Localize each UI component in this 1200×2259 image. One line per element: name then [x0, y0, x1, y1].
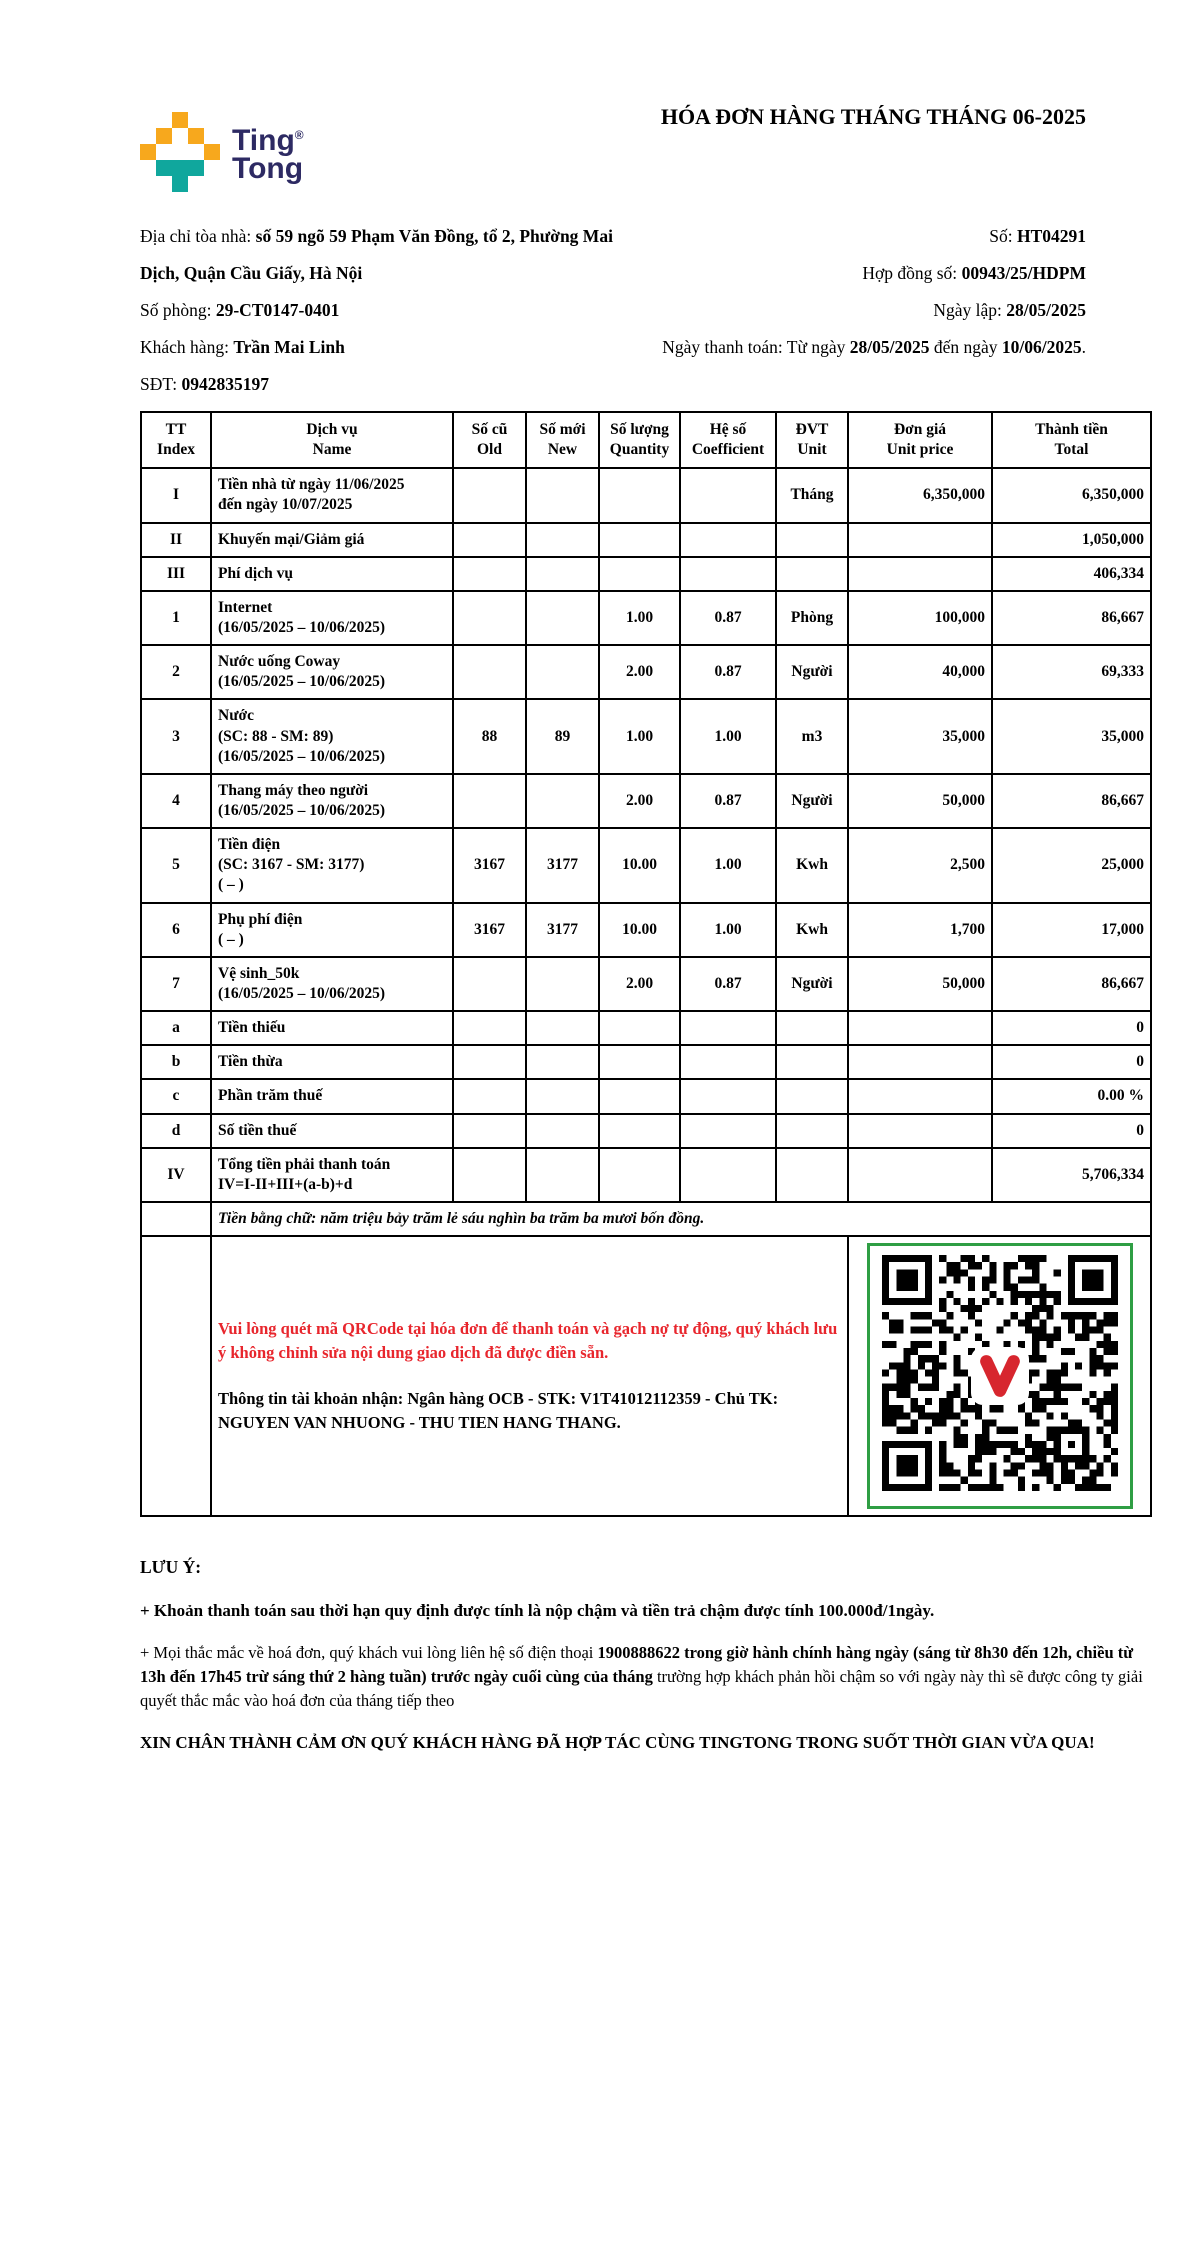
page-title: HÓA ĐƠN HÀNG THÁNG THÁNG 06-2025: [660, 104, 1086, 129]
brand-logo: [140, 112, 304, 192]
table-row: [141, 557, 1151, 591]
price-cell: [848, 1148, 992, 1202]
price-cell: 2,500: [848, 828, 992, 902]
table-row: [141, 699, 1151, 773]
idx-cell: c: [141, 1079, 211, 1113]
col-header-new: Số mới New: [526, 412, 599, 468]
unit-cell: Kwh: [776, 903, 848, 957]
table-row: [141, 957, 1151, 1011]
logo-pixel: [156, 160, 204, 176]
new-cell: [526, 557, 599, 591]
qty-cell: [599, 1079, 680, 1113]
service-cell: Tổng tiền phải thanh toán IV=I-II+III+(a-b)+d: [211, 1148, 453, 1202]
logo-word-top: Ting: [232, 124, 295, 157]
thank-you-note: XIN CHÂN THÀNH CẢM ƠN QUÝ KHÁCH HÀNG ĐÃ HỢP TÁC CÙNG TINGTONG TRONG SUỐT THỜI GIAN VỪA QUA!: [140, 1733, 1095, 1753]
old-cell: [453, 468, 526, 522]
idx-cell: 2: [141, 645, 211, 699]
total-cell: 0: [992, 1011, 1151, 1045]
logo-pixel: [204, 144, 220, 160]
price-cell: [848, 1045, 992, 1079]
new-cell: 3177: [526, 828, 599, 902]
price-cell: 1,700: [848, 903, 992, 957]
logo-pixel: [172, 176, 188, 192]
empty-cell: [141, 1202, 211, 1236]
total-cell: 5,706,334: [992, 1148, 1151, 1202]
qty-cell: [599, 1011, 680, 1045]
coef-cell: [680, 1045, 776, 1079]
idx-cell: III: [141, 557, 211, 591]
document-header: [140, 100, 1086, 192]
price-cell: [848, 1079, 992, 1113]
price-cell: 35,000: [848, 699, 992, 773]
service-cell: Tiền thiếu: [211, 1011, 453, 1045]
contract-number: Hợp đồng số: 00943/25/HDPM: [862, 263, 1086, 283]
old-cell: 3167: [453, 903, 526, 957]
old-cell: [453, 957, 526, 1011]
qty-cell: [599, 1114, 680, 1148]
idx-cell: b: [141, 1045, 211, 1079]
price-cell: 50,000: [848, 774, 992, 828]
invoice-table: [140, 411, 1152, 1517]
unit-cell: Người: [776, 645, 848, 699]
idx-cell: 7: [141, 957, 211, 1011]
coef-cell: [680, 557, 776, 591]
new-cell: [526, 591, 599, 645]
coef-cell: 0.87: [680, 645, 776, 699]
unit-cell: Kwh: [776, 828, 848, 902]
old-cell: [453, 591, 526, 645]
total-cell: 17,000: [992, 903, 1151, 957]
table-row: [141, 523, 1151, 557]
table-row: [141, 645, 1151, 699]
phone-number: SĐT: 0942835197: [140, 374, 269, 394]
service-cell: Phần trăm thuế: [211, 1079, 453, 1113]
total-cell: 86,667: [992, 591, 1151, 645]
table-header-row: [141, 412, 1151, 468]
coef-cell: [680, 523, 776, 557]
old-cell: [453, 557, 526, 591]
idx-cell: 6: [141, 903, 211, 957]
col-header-coefficient: Hệ số Coefficient: [680, 412, 776, 468]
price-cell: 100,000: [848, 591, 992, 645]
col-header-index: TT Index: [141, 412, 211, 468]
coef-cell: 0.87: [680, 774, 776, 828]
total-cell: 1,050,000: [992, 523, 1151, 557]
idx-cell: d: [141, 1114, 211, 1148]
qty-cell: 10.00: [599, 903, 680, 957]
new-cell: 3177: [526, 903, 599, 957]
coef-cell: [680, 1011, 776, 1045]
price-cell: [848, 1011, 992, 1045]
idx-cell: IV: [141, 1148, 211, 1202]
tingtong-pixel-tree-icon: [140, 112, 220, 192]
unit-cell: Tháng: [776, 468, 848, 522]
registered-mark: ®: [294, 128, 304, 142]
old-cell: [453, 774, 526, 828]
empty-cell: [141, 1236, 211, 1516]
col-header-quantity: Số lượng Quantity: [599, 412, 680, 468]
total-cell: 406,334: [992, 557, 1151, 591]
idx-cell: I: [141, 468, 211, 522]
service-cell: Tiền nhà từ ngày 11/06/2025 đến ngày 10/07/2025: [211, 468, 453, 522]
customer-info: [140, 218, 645, 403]
new-cell: [526, 468, 599, 522]
unit-cell: [776, 1011, 848, 1045]
new-cell: [526, 1079, 599, 1113]
notes-title: LƯU Ý:: [140, 1557, 202, 1578]
old-cell: [453, 645, 526, 699]
logo-pixel: [140, 144, 156, 160]
idx-cell: II: [141, 523, 211, 557]
total-cell: 69,333: [992, 645, 1151, 699]
coef-cell: 0.87: [680, 591, 776, 645]
qty-cell: [599, 557, 680, 591]
idx-cell: 1: [141, 591, 211, 645]
service-cell: Nước (SC: 88 - SM: 89) (16/05/2025 – 10/06/2025): [211, 699, 453, 773]
total-cell: 86,667: [992, 957, 1151, 1011]
unit-cell: [776, 1079, 848, 1113]
qty-cell: [599, 1045, 680, 1079]
service-cell: Số tiền thuế: [211, 1114, 453, 1148]
coef-cell: 1.00: [680, 828, 776, 902]
unit-cell: Người: [776, 774, 848, 828]
new-cell: 89: [526, 699, 599, 773]
service-cell: Khuyến mại/Giảm giá: [211, 523, 453, 557]
unit-cell: Phòng: [776, 591, 848, 645]
new-cell: [526, 645, 599, 699]
invoice-number: Số: HT04291: [989, 226, 1086, 246]
table-row: [141, 828, 1151, 902]
old-cell: [453, 1114, 526, 1148]
old-cell: [453, 1079, 526, 1113]
table-row: [141, 1079, 1151, 1113]
customer-name: Khách hàng: Trần Mai Linh: [140, 337, 345, 357]
coef-cell: [680, 468, 776, 522]
coef-cell: [680, 1079, 776, 1113]
idx-cell: a: [141, 1011, 211, 1045]
amount-in-words: Tiền bằng chữ: năm triệu bảy trăm lẻ sáu nghìn ba trăm ba mươi bốn đồng.: [211, 1202, 1151, 1236]
old-cell: 3167: [453, 828, 526, 902]
col-header-name: Dịch vụ Name: [211, 412, 453, 468]
building-address: Địa chỉ tòa nhà: số 59 ngõ 59 Phạm Văn Đồng, tổ 2, Phường Mai Dịch, Quận Cầu Giấy, Hà Nội: [140, 226, 613, 283]
service-cell: Internet (16/05/2025 – 10/06/2025): [211, 591, 453, 645]
qty-cell: 10.00: [599, 828, 680, 902]
qty-cell: [599, 1148, 680, 1202]
service-cell: Tiền thừa: [211, 1045, 453, 1079]
qty-cell: [599, 523, 680, 557]
logo-wordmark: [232, 121, 304, 183]
old-cell: [453, 523, 526, 557]
service-cell: Thang máy theo người (16/05/2025 – 10/06/2025): [211, 774, 453, 828]
footer-notes: [140, 1555, 1150, 1755]
price-cell: [848, 557, 992, 591]
payment-instructions: [211, 1236, 848, 1516]
new-cell: [526, 774, 599, 828]
table-row: [141, 468, 1151, 522]
col-header-total: Thành tiền Total: [992, 412, 1151, 468]
total-cell: 35,000: [992, 699, 1151, 773]
coef-cell: 0.87: [680, 957, 776, 1011]
coef-cell: 1.00: [680, 903, 776, 957]
unit-cell: [776, 557, 848, 591]
qr-code-cell: [848, 1236, 1151, 1516]
contact-note: + Mọi thắc mắc về hoá đơn, quý khách vui lòng liên hệ số điện thoại 1900888622 trong giờ hành chính hàng ngày (sáng từ 8h30 đến 12h, chiều từ 13h đến 17h45 trừ sáng thứ 2 hàng tuần) trước ngày cuối cùng của tháng trường hợp khách phản hồi chậm so với ngày này thì sẽ được công ty giải quyết thắc mắc vào hoá đơn của tháng tiếp theo: [140, 1643, 1143, 1711]
coef-cell: [680, 1114, 776, 1148]
table-row: [141, 591, 1151, 645]
table-row: [141, 1148, 1151, 1202]
new-cell: [526, 1148, 599, 1202]
invoice-meta: [645, 218, 1086, 403]
total-cell: 6,350,000: [992, 468, 1151, 522]
unit-cell: [776, 1148, 848, 1202]
old-cell: [453, 1148, 526, 1202]
qr-code: [867, 1243, 1133, 1509]
invoice-info: [140, 218, 1086, 403]
col-header-unit: ĐVT Unit: [776, 412, 848, 468]
total-cell: 0: [992, 1045, 1151, 1079]
table-row: [141, 903, 1151, 957]
qty-cell: 2.00: [599, 774, 680, 828]
table-row: [141, 774, 1151, 828]
idx-cell: 5: [141, 828, 211, 902]
coef-cell: [680, 1148, 776, 1202]
logo-pixel: [188, 128, 204, 144]
table-row: [141, 1114, 1151, 1148]
payment-period: Ngày thanh toán: Từ ngày 28/05/2025 đến ngày 10/06/2025.: [662, 337, 1086, 357]
qty-cell: 2.00: [599, 645, 680, 699]
qty-cell: 1.00: [599, 699, 680, 773]
price-cell: 50,000: [848, 957, 992, 1011]
new-cell: [526, 1114, 599, 1148]
qty-cell: [599, 468, 680, 522]
qr-instruction-note: Vui lòng quét mã QRCode tại hóa đơn để thanh toán và gạch nợ tự động, quý khách lưu ý không chỉnh sửa nội dung giao dịch đã được điền sẵn.: [218, 1319, 838, 1363]
col-header-unit-price: Đơn giá Unit price: [848, 412, 992, 468]
price-cell: 6,350,000: [848, 468, 992, 522]
new-cell: [526, 1045, 599, 1079]
unit-cell: m3: [776, 699, 848, 773]
qr-payment-row: [141, 1236, 1151, 1516]
qr-logo-icon: [870, 1246, 1130, 1506]
logo-word-bottom: Tong: [232, 152, 304, 185]
issue-date: Ngày lập: 28/05/2025: [933, 300, 1086, 320]
old-cell: 88: [453, 699, 526, 773]
price-cell: [848, 1114, 992, 1148]
account-info: Thông tin tài khoản nhận: Ngân hàng OCB - STK: V1T41012112359 - Chủ TK: NGUYEN VAN NHUONG - THU TIEN HANG THANG.: [218, 1389, 779, 1433]
service-cell: Tiền điện (SC: 3167 - SM: 3177) ( – ): [211, 828, 453, 902]
service-cell: Phí dịch vụ: [211, 557, 453, 591]
old-cell: [453, 1011, 526, 1045]
qty-cell: 1.00: [599, 591, 680, 645]
amount-in-words-row: [141, 1202, 1151, 1236]
idx-cell: 3: [141, 699, 211, 773]
unit-cell: Người: [776, 957, 848, 1011]
service-cell: Vệ sinh_50k (16/05/2025 – 10/06/2025): [211, 957, 453, 1011]
idx-cell: 4: [141, 774, 211, 828]
total-cell: 25,000: [992, 828, 1151, 902]
unit-cell: [776, 1045, 848, 1079]
table-row: [141, 1045, 1151, 1079]
unit-cell: [776, 523, 848, 557]
price-cell: 40,000: [848, 645, 992, 699]
qty-cell: 2.00: [599, 957, 680, 1011]
service-cell: Nước uống Coway (16/05/2025 – 10/06/2025): [211, 645, 453, 699]
logo-pixel: [172, 112, 188, 128]
total-cell: 86,667: [992, 774, 1151, 828]
logo-pixel: [156, 128, 172, 144]
service-cell: Phụ phí điện ( – ): [211, 903, 453, 957]
price-cell: [848, 523, 992, 557]
total-cell: 0: [992, 1114, 1151, 1148]
late-payment-note: + Khoản thanh toán sau thời hạn quy định được tính là nộp chậm và tiền trả chậm được tính 100.000đ/1ngày.: [140, 1601, 935, 1621]
room-number: Số phòng: 29-CT0147-0401: [140, 300, 340, 320]
unit-cell: [776, 1114, 848, 1148]
new-cell: [526, 957, 599, 1011]
old-cell: [453, 1045, 526, 1079]
new-cell: [526, 1011, 599, 1045]
total-cell: 0.00 %: [992, 1079, 1151, 1113]
coef-cell: 1.00: [680, 699, 776, 773]
new-cell: [526, 523, 599, 557]
table-row: [141, 1011, 1151, 1045]
col-header-old: Số cũ Old: [453, 412, 526, 468]
